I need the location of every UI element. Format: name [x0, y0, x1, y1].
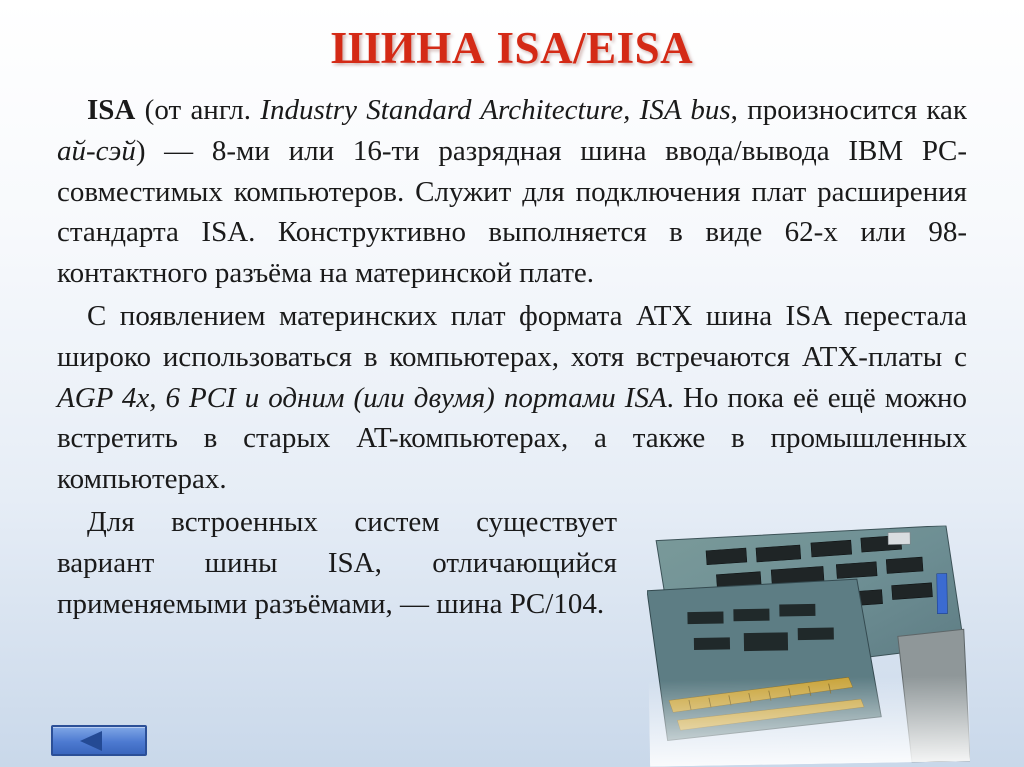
english-term: Industry Standard Architecture, ISA bus — [260, 94, 731, 126]
text-span: ) — 8-ми или 16-ти разрядная шина ввода/вывода IBM PC-совместимых компьютеров. Служит для подключения плат расширения стандарта ISA. Конструктивно выполняется в виде 62-х или 98-контактного разъёма на материнской плате. — [57, 134, 967, 290]
paragraph-isa-definition — [57, 90, 967, 294]
pronunciation: ай-сэй — [57, 134, 136, 167]
left-triangle-icon — [80, 731, 102, 751]
circuit-board-illustration — [646, 525, 970, 767]
text-span: Для встроенных систем существует вариант шины ISA, отличающийся применяемыми разъёмами, — шина PC/104. — [57, 505, 617, 620]
isa-term: ISA — [87, 94, 136, 126]
text-span: (от англ. — [135, 94, 261, 126]
text-span: . Но пока её ещё можно встретить в старых AT-компьютерах, а также в промышленных компьютерах. — [57, 381, 967, 496]
previous-slide-button[interactable] — [51, 725, 147, 756]
ports-phrase: AGP 4x, 6 PCI и одним (или двумя) портами ISA — [57, 381, 667, 414]
isa-expansion-board-image — [646, 525, 970, 767]
text-span: , произносится как — [730, 94, 967, 126]
text-span: С появлением материнских плат формата ATX шина ISA перестала широко использоваться в компьютерах, хотя встречаются ATX-платы с — [57, 299, 967, 373]
paragraph-pc104 — [57, 502, 617, 624]
paragraph-atx — [57, 296, 967, 500]
slide-title: ШИНА ISA/EISA — [330, 23, 694, 73]
